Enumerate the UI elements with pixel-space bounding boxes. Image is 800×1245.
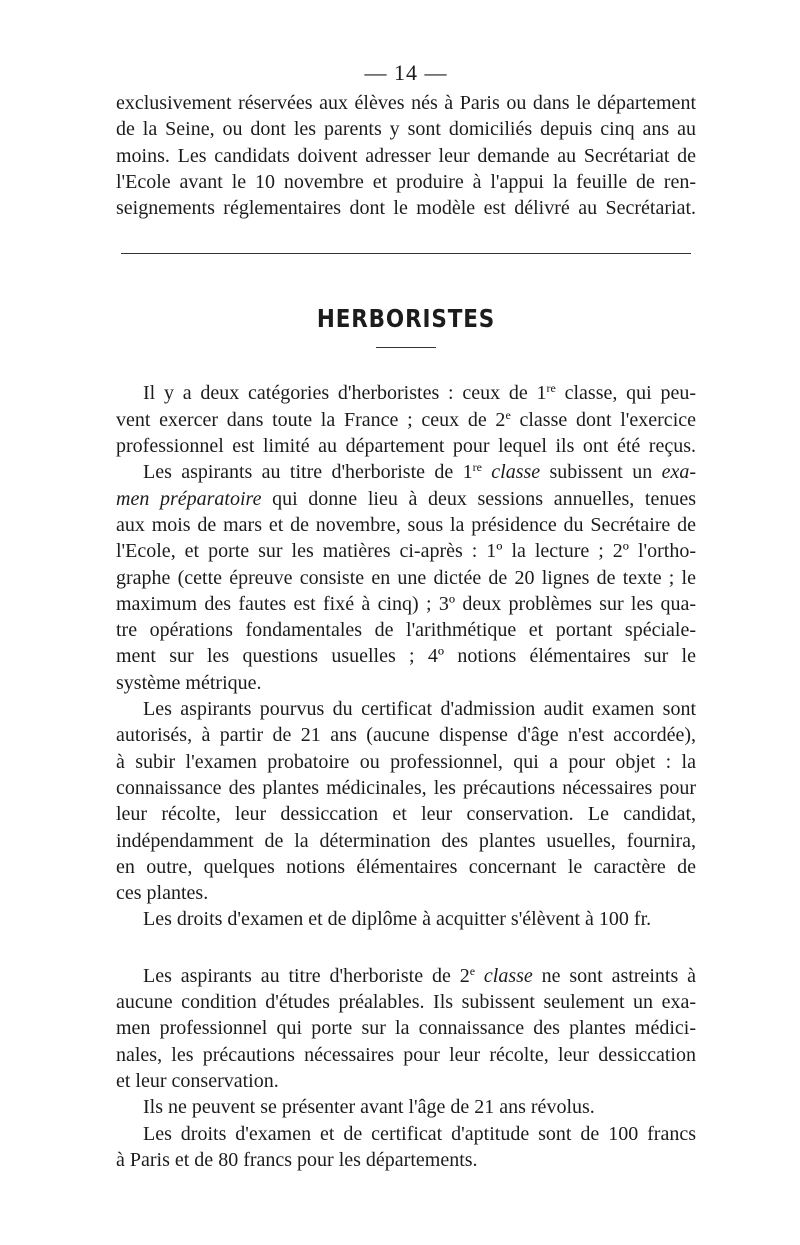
italic-fragment: men préparatoire [116, 487, 262, 510]
text-line: Les droits d'examen et de diplôme à acquitter s'élèvent à 100 fr. [143, 908, 652, 931]
text-line: moins. Les candidats doivent adresser leur demande au Secrétariat de [116, 144, 696, 167]
text-line: et leur conservation. [116, 1069, 279, 1092]
italic-fragment: classe [475, 964, 533, 987]
text-line: aucune condition d'études préalables. Ils subissent seulement un exa- [116, 991, 696, 1014]
text-line: indépendamment de la détermination des plantes usuelles, fournira, [116, 829, 696, 852]
text-line: Les aspirants pourvus du certificat d'admission audit examen sont [143, 698, 696, 721]
paragraph-fees-first-class [116, 906, 696, 932]
text-line: en outre, quelques notions élémentaires concernant le caractère de [116, 855, 696, 878]
italic-fragment: classe [481, 461, 541, 484]
section-divider [121, 253, 691, 254]
text-line: Ils ne peuvent se présenter avant l'âge de 21 ans révolus. [143, 1096, 595, 1119]
paragraph-second-class [116, 963, 696, 1094]
text-fragment: subissent un [540, 461, 662, 484]
text-line: aux mois de mars et de novembre, sous la présidence du Secrétaire de [116, 513, 696, 536]
text-line: Les droits d'examen et de certificat d'aptitude sont de 100 francs [143, 1122, 696, 1145]
text-line [116, 407, 696, 433]
text-line: maximum des fautes est fixé à cinq) ; 3º deux problèmes sur les qua- [116, 592, 696, 615]
superscript: e [505, 407, 511, 422]
text-fragment: Il y a deux catégories d'herboristes : ceux de 1 [143, 382, 547, 405]
text-fragment: classe dont l'exercice [510, 408, 696, 431]
text-line: l'Ecole, et porte sur les matières ci-après : 1º la lecture ; 2º l'ortho- [116, 540, 696, 563]
page-number: — 14 — [364, 60, 448, 85]
title-underline [376, 347, 436, 348]
text-fragment: qui donne lieu à deux sessions annuelles, tenues [261, 487, 696, 510]
text-fragment: Les aspirants au titre d'herboriste de 1 [143, 461, 473, 484]
section-title: HERBORISTES [316, 304, 496, 334]
italic-fragment: exa- [661, 461, 696, 484]
text-line [116, 486, 696, 512]
text-line: à subir l'examen probatoire ou professionnel, qui a pour objet : la [116, 750, 696, 773]
text-line: ment sur les questions usuelles ; 4º notions élémentaires sur le [116, 645, 696, 668]
text-fragment: vent exercer dans toute la France ; ceux de 2 [116, 408, 506, 431]
text-line: autorisés, à partir de 21 ans (aucune dispense d'âge n'est accordée), [116, 724, 696, 747]
intro-paragraph [116, 90, 696, 221]
text-fragment: classe, qui peu- [555, 382, 696, 405]
text-line: leur récolte, leur dessiccation et leur conservation. Le candidat, [116, 803, 696, 826]
paragraph-fees-second-class [116, 1121, 696, 1174]
text-line: men professionnel qui porte sur la connaissance des plantes médici- [116, 1017, 696, 1040]
document-page [116, 60, 696, 1230]
paragraph-categories [116, 380, 696, 459]
paragraph-age-requirement [116, 1094, 696, 1120]
paragraph-probatory-exam [116, 696, 696, 906]
text-line: nales, les précautions nécessaires pour leur récolte, leur dessiccation [116, 1043, 696, 1066]
text-line: professionnel est limité au département pour lequel ils ont été reçus. [116, 435, 696, 458]
text-line: de la Seine, ou dont les parents y sont domiciliés depuis cinq ans au [116, 118, 696, 141]
text-line: tre opérations fondamentales de l'arithmétique et portant spéciale- [116, 619, 696, 642]
text-line: connaissance des plantes médicinales, les précautions nécessaires pour [116, 776, 696, 799]
superscript: e [469, 963, 476, 978]
superscript: re [546, 381, 556, 396]
paragraph-first-class [116, 459, 696, 696]
text-line: seignements réglementaires dont le modèle est délivré au Secrétariat. [116, 197, 696, 220]
superscript: re [472, 460, 482, 475]
text-line [116, 380, 696, 406]
text-fragment: Les aspirants au titre d'herboriste de 2 [143, 964, 470, 987]
text-line: système métrique. [116, 671, 262, 694]
text-line: l'Ecole avant le 10 novembre et produire à l'appui la feuille de ren- [116, 170, 696, 193]
text-line: à Paris et de 80 francs pour les départements. [116, 1148, 478, 1171]
text-line [116, 963, 696, 989]
text-line [116, 459, 696, 485]
text-line: ces plantes. [116, 882, 209, 905]
text-line: graphe (cette épreuve consiste en une dictée de 20 lignes de texte ; le [116, 566, 696, 589]
text-line: exclusivement réservées aux élèves nés à Paris ou dans le département [116, 92, 696, 114]
text-fragment: ne sont astreints à [532, 964, 696, 987]
